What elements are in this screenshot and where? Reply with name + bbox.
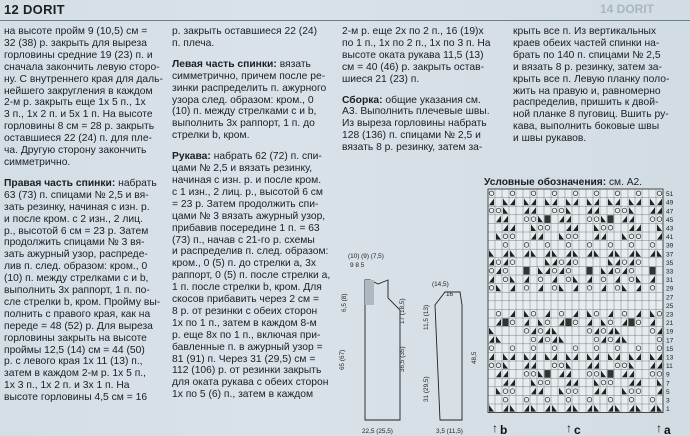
dim-height-total: 36,5 (35) bbox=[399, 346, 406, 372]
row-label: 41 bbox=[666, 234, 674, 242]
section-heading-right-back: Правая часть спинки: bbox=[4, 177, 116, 189]
col3-heading-rest: общие указания см. bbox=[382, 94, 481, 106]
solid-symbol bbox=[545, 370, 551, 378]
pattern-chart bbox=[484, 187, 684, 436]
page-title: 12 DORIT bbox=[4, 2, 65, 17]
chart-grid bbox=[488, 189, 663, 413]
text-line: п. плеча. bbox=[172, 37, 215, 49]
row-label: 35 bbox=[666, 259, 674, 267]
text-line: оставшиеся 22 (24) п. для пле- bbox=[4, 133, 152, 145]
dim-back-top: (10) (9) (7,5) bbox=[348, 253, 384, 260]
text-line: горловины закрыть на высоте bbox=[4, 332, 147, 344]
arrow-b-icon: ↑ bbox=[492, 421, 498, 435]
text-line: краев обеих частей спинки на- bbox=[513, 37, 660, 49]
legend-label: Условные обозначения: bbox=[484, 177, 607, 188]
chart-arrows bbox=[492, 421, 671, 436]
col2-body1 bbox=[172, 71, 332, 142]
text-line: ной планке 8 пуговиц. Вшить ру- bbox=[513, 109, 669, 121]
text-line: лив п. след. образом: кром., 0 bbox=[4, 261, 148, 273]
row-label: 27 bbox=[666, 294, 674, 302]
row-label: 3 bbox=[666, 397, 670, 405]
row-label: 29 bbox=[666, 285, 674, 293]
row-label: 5 bbox=[666, 388, 670, 396]
sleeve-outline bbox=[435, 292, 462, 420]
text-line: брать по 140 п. спицами № 2,5 bbox=[513, 49, 661, 61]
dim-height-neck: 65 (67) bbox=[339, 349, 346, 370]
legend-text: см. А2. bbox=[606, 177, 642, 188]
row-label: 7 bbox=[666, 380, 670, 388]
text-line: крыть все п. Левую планку поло- bbox=[513, 73, 670, 85]
dim-sleeve-top-2: 16 bbox=[446, 291, 454, 298]
text-line: 128 (136) п. спицами № 2,5 и bbox=[342, 130, 481, 142]
col2-body2 bbox=[172, 163, 332, 401]
text-line: кава, выполнить боковые швы bbox=[513, 121, 660, 133]
text-line: и распределив п. след. образом: bbox=[172, 246, 329, 258]
arrow-a-label: a bbox=[664, 423, 671, 436]
text-line: полнить с правого края, как на bbox=[4, 308, 151, 320]
arrow-a-icon: ↑ bbox=[656, 421, 662, 435]
row-label: 51 bbox=[666, 191, 674, 199]
row-label: 15 bbox=[666, 345, 674, 353]
text-line: цами № 3 вязать ажурный узор, bbox=[172, 210, 326, 222]
col3-intro bbox=[342, 26, 502, 86]
text-line: 81 (91) п. Через 31 (29,5) см = bbox=[172, 353, 316, 365]
col2-heading2-rest: набрать 62 (72) п. спи- bbox=[210, 151, 322, 163]
section-heading-assembly: Сборка: bbox=[342, 94, 383, 106]
text-line: высоте горловины 4,5 см = 16 bbox=[4, 392, 148, 404]
row-label: 37 bbox=[666, 251, 674, 259]
arrow-c-label: c bbox=[574, 423, 581, 436]
text-line: ну. С внутреннего края для даль- bbox=[4, 73, 163, 85]
row-label: 47 bbox=[666, 208, 674, 216]
dim-back-top-2: 9 8 5 bbox=[350, 262, 365, 269]
dim-sleeve-bottom: 3,5 (11,5) bbox=[436, 428, 463, 435]
solid-symbol bbox=[545, 215, 551, 223]
text-line: горловины 8 см = 28 р. закрыть bbox=[4, 121, 155, 133]
text-line: 3 п., 1x 2 п. и 5x 1 п. На высоте bbox=[4, 109, 153, 121]
section-heading-left-back: Левая часть спинки: bbox=[172, 58, 277, 70]
text-line: 2-м р. закрыть еще 1x 5 п., 1x bbox=[4, 97, 146, 109]
text-line: переде = 48 (52) р. Для выреза bbox=[4, 320, 153, 332]
text-line: сначала закончить левую сторо- bbox=[4, 61, 160, 73]
text-line: узора след. образом: кром., 0 bbox=[172, 94, 314, 106]
text-line: горловины средние 19 (23) п. и bbox=[4, 49, 153, 61]
row-label: 25 bbox=[666, 302, 674, 310]
row-label: 13 bbox=[666, 354, 674, 362]
text-line: раппорт, 0 (5) п. после стрелки а, bbox=[172, 270, 331, 282]
text-line: зать резинку, начиная с изн. р. bbox=[4, 201, 150, 213]
text-line: и швы рукавов. bbox=[513, 133, 587, 145]
text-line: по 1 п., 1x по 2 п., 1x по 3 п. На bbox=[342, 37, 491, 49]
text-line: р. с левого края 1x 11 (13) п., bbox=[4, 356, 143, 368]
text-line: см = 40 (46) р. закрыть остав- bbox=[342, 61, 485, 73]
dim-sleeve-total: 48,5 bbox=[471, 351, 478, 364]
col2-heading2-line bbox=[172, 151, 332, 163]
text-line: бавленные п. в ажурный узор = bbox=[172, 341, 323, 353]
text-line: стрелки b, кром. bbox=[172, 130, 250, 142]
col4-body bbox=[513, 26, 685, 145]
text-line: и после кром. с 2 изн., 2 лиц. bbox=[4, 213, 143, 225]
text-line: 63 (73) п. спицами № 2,5 и вя- bbox=[4, 189, 149, 201]
col1-heading-line bbox=[4, 178, 164, 190]
text-line: прибавив посередине 1 п. = 63 bbox=[172, 222, 320, 234]
text-line: крыть все п. Из вертикальных bbox=[513, 26, 657, 37]
text-line: скосов прибавить через 2 см = bbox=[172, 294, 320, 306]
text-line: выполнить 3x раппорт, 1 п. по- bbox=[4, 285, 150, 297]
back-neck-shade bbox=[365, 280, 374, 305]
row-label: 45 bbox=[666, 216, 674, 224]
text-line: ча. Другую сторону закончить bbox=[4, 145, 147, 157]
text-line: нейшего закругления в каждом bbox=[4, 85, 153, 97]
row-label: 19 bbox=[666, 328, 674, 336]
solid-symbol bbox=[629, 319, 635, 327]
section-heading-sleeves: Рукава: bbox=[172, 151, 211, 163]
page-header bbox=[0, 0, 690, 21]
solid-symbol bbox=[608, 215, 614, 223]
solid-symbol bbox=[566, 319, 572, 327]
solid-symbol bbox=[608, 370, 614, 378]
text-column-4 bbox=[513, 26, 685, 145]
row-label: 21 bbox=[666, 320, 674, 328]
col2-intro bbox=[172, 26, 332, 50]
text-line: р., высотой 6 см = 23 р. Затем bbox=[4, 225, 149, 237]
col2-heading1-rest: вязать bbox=[276, 58, 311, 70]
chart-row-labels bbox=[666, 191, 674, 413]
text-line: 1 п. после стрелки b, кром. Для bbox=[172, 282, 322, 294]
text-line: высоте оката рукава 11,5 (13) bbox=[342, 49, 484, 61]
text-line: (10) п. между стрелками с и b, bbox=[4, 273, 149, 285]
text-line: с 1 изн., 2 лиц. р., высотой 6 см bbox=[172, 186, 324, 198]
row-label: 1 bbox=[666, 406, 670, 414]
text-line: проймы 12,5 (14) см = 44 (50) bbox=[4, 344, 145, 356]
text-line: р. закрыть оставшиеся 22 (24) bbox=[172, 26, 318, 37]
text-line: кром., 0 (5) п. до стрелки а, 3x bbox=[172, 258, 316, 270]
row-label: 39 bbox=[666, 242, 674, 250]
dim-sleeve-top: (14,5) bbox=[432, 281, 449, 288]
dim-back-bottom: 22,5 (25,5) bbox=[362, 428, 393, 435]
text-line: 112 (106) р. от резинки закрыть bbox=[172, 365, 322, 377]
text-line: для оката рукава с обеих сторон bbox=[172, 377, 329, 389]
row-label: 49 bbox=[666, 199, 674, 207]
text-line: вязать 8 р. резинку, затем за- bbox=[342, 142, 483, 154]
solid-symbol bbox=[524, 267, 530, 275]
solid-symbol bbox=[650, 267, 656, 275]
text-line: сле стрелки b, кром. Пройму вы- bbox=[4, 296, 161, 308]
text-line: распределив, пришить к двой- bbox=[513, 97, 659, 109]
row-label: 33 bbox=[666, 268, 674, 276]
text-line: зать ажурный узор, распреде- bbox=[4, 249, 148, 261]
col1-heading-rest: набрать bbox=[115, 177, 157, 189]
text-line: продолжить спицами № 3 вя- bbox=[4, 237, 145, 249]
col3-body bbox=[342, 106, 502, 154]
dim-armhole: 6,5 (8) bbox=[341, 293, 348, 312]
text-line: р. еще 8x по 1 п., включая при- bbox=[172, 329, 321, 341]
text-line: (73) п., начав с 21-го р. схемы bbox=[172, 234, 315, 246]
text-line: 8 р. от резинки с обеих сторон bbox=[172, 305, 318, 317]
text-line: 1x 3 п., 1x 2 п. и 3x 1 п. На bbox=[4, 380, 130, 392]
row-label: 23 bbox=[666, 311, 674, 319]
dim-sleeve-cap: 11,5 (13) bbox=[423, 304, 430, 330]
text-line: цами № 2,5 и вязать резинку, bbox=[172, 163, 313, 175]
row-label: 17 bbox=[666, 337, 674, 345]
page-title-bleed: 14 DORIT bbox=[600, 2, 655, 16]
text-column-2 bbox=[172, 26, 332, 401]
text-line: начиная с изн. р. и после кром. bbox=[172, 174, 322, 186]
text-line: Из выреза горловины набрать bbox=[342, 118, 487, 130]
text-line: выполнить 3x раппорт, 1 п. до bbox=[172, 118, 315, 130]
arrow-b-label: b bbox=[500, 423, 508, 436]
text-line: и вязать 8 р. резинку, затем за- bbox=[513, 61, 662, 73]
col1-intro bbox=[4, 26, 164, 169]
row-label: 9 bbox=[666, 371, 670, 379]
text-line: (10) п. между стрелками с и b, bbox=[172, 106, 317, 118]
text-line: зинки распределить п. ажурного bbox=[172, 82, 327, 94]
solid-symbol bbox=[503, 319, 509, 327]
text-line: 1x по 1 п., затем в каждом 8-м bbox=[172, 317, 317, 329]
text-column-1 bbox=[4, 26, 164, 404]
text-line: А3. Выполнить плечевые швы. bbox=[342, 106, 490, 118]
row-label: 11 bbox=[666, 363, 673, 371]
text-line: 32 (38) р. закрыть для выреза bbox=[4, 37, 147, 49]
dim-height-armhole: 17 (18,5) bbox=[399, 298, 406, 324]
text-column-3 bbox=[342, 26, 502, 154]
text-line: 1x по 5 (6) п., затем в каждом bbox=[172, 389, 314, 401]
text-line: 2-м р. еще 2x по 2 п., 16 (19)x bbox=[342, 26, 484, 37]
text-line: симметрично, причем после ре- bbox=[172, 70, 326, 82]
text-line: на высоте пройм 9 (10,5) см = bbox=[4, 26, 148, 37]
col1-body bbox=[4, 190, 164, 404]
col3-heading-line bbox=[342, 95, 502, 107]
text-line: жить на правую и, равномерно bbox=[513, 85, 661, 97]
row-label: 31 bbox=[666, 277, 674, 285]
text-line: затем в каждом 2-м р. 1x 5 п., bbox=[4, 368, 147, 380]
solid-symbol bbox=[587, 267, 593, 275]
garment-schematic bbox=[340, 250, 490, 436]
dim-sleeve-height: 31 (29,5) bbox=[423, 376, 430, 402]
arrow-c-icon: ↑ bbox=[566, 421, 572, 435]
text-line: симметрично. bbox=[4, 156, 71, 168]
text-line: = 23 р. Затем продолжить спи- bbox=[172, 198, 319, 210]
col2-heading1-line bbox=[172, 59, 332, 71]
text-line: шиеся 21 (23) п. bbox=[342, 73, 420, 85]
row-label: 43 bbox=[666, 225, 674, 233]
